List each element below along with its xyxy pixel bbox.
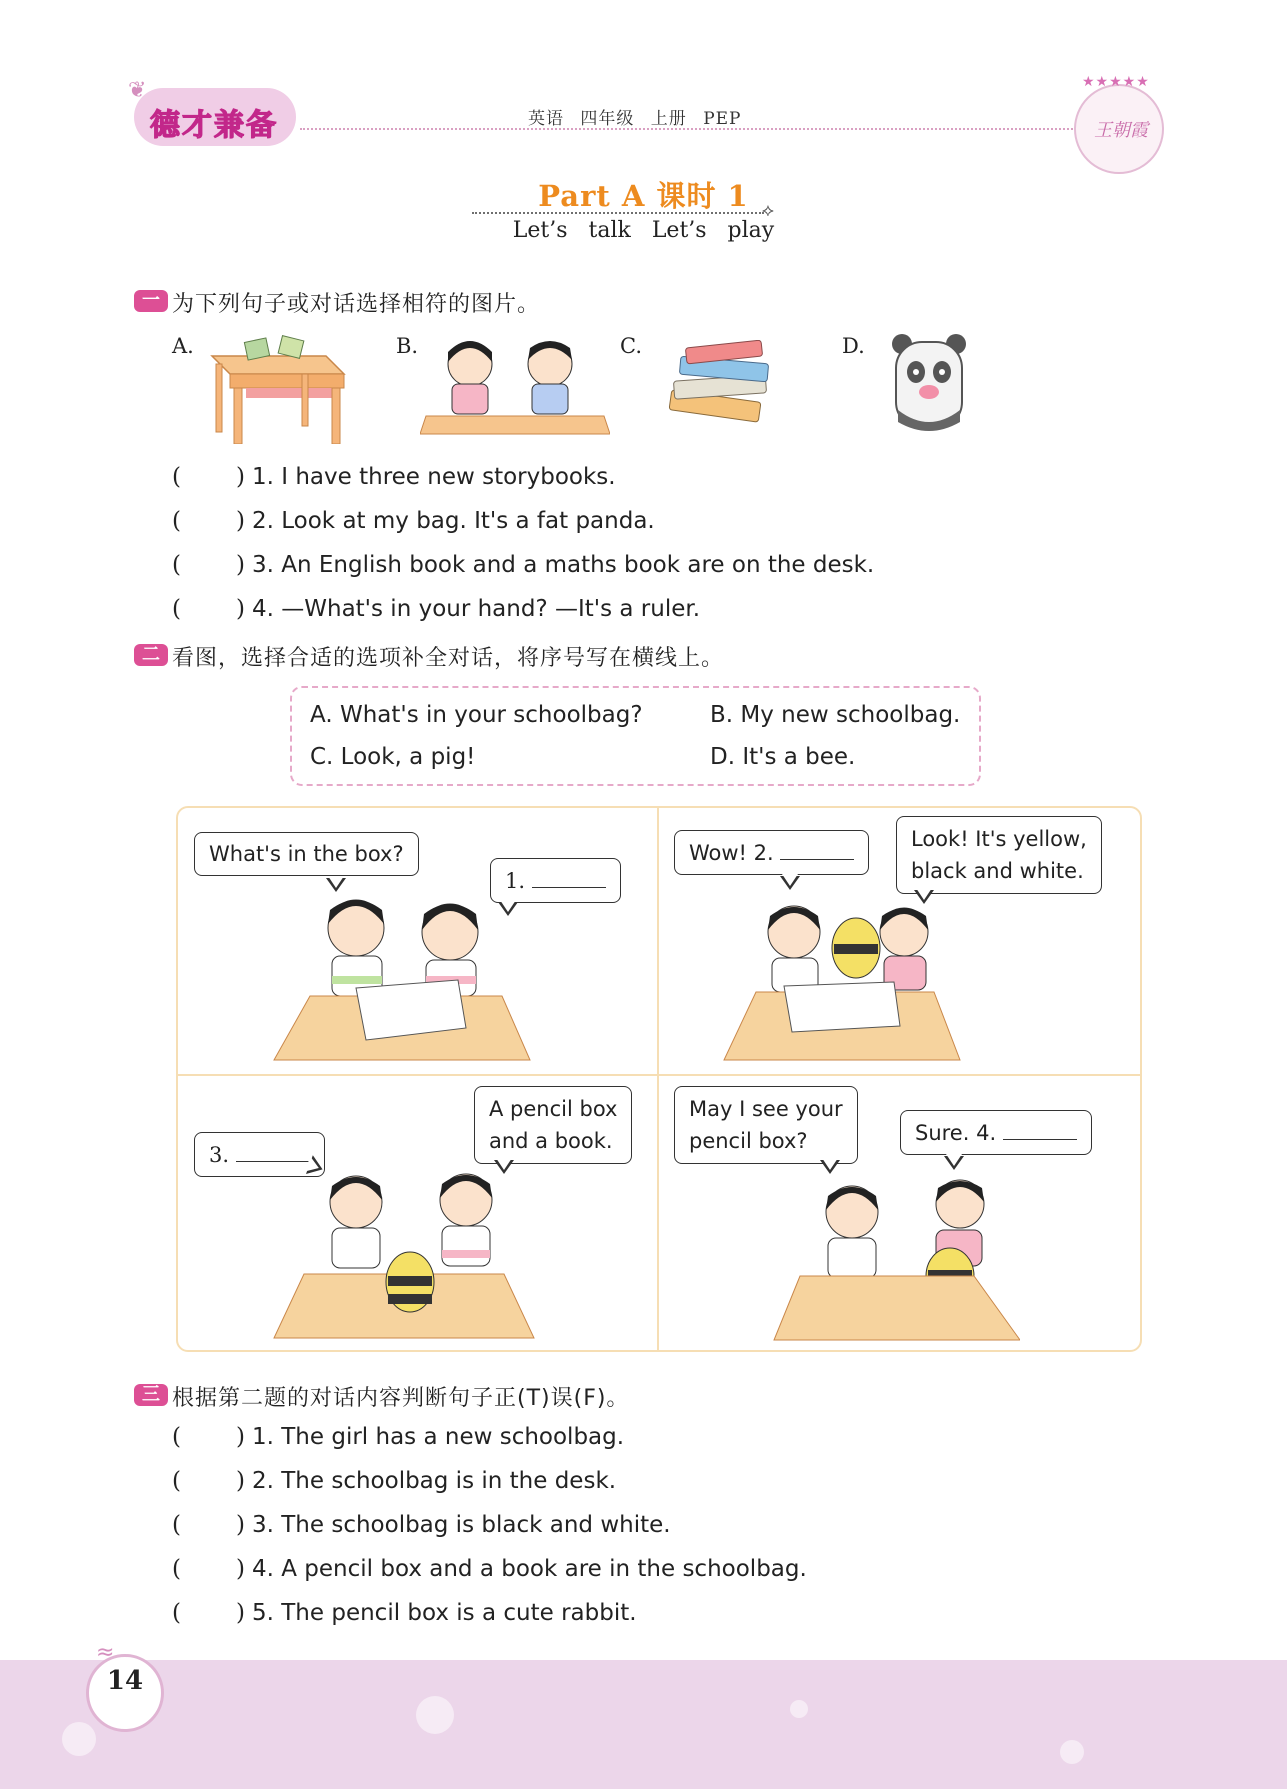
palm-tree-icon: ❦ [128,78,147,103]
options-box [290,686,981,786]
section-marker-2: 二 [134,644,168,666]
speech-bubble: Sure. 4. [900,1110,1092,1155]
section-marker-1: 一 [134,290,168,312]
panel-3-scene-icon [270,1160,540,1340]
picture-letter-b: B. [396,334,419,358]
decor-bubble [62,1722,96,1756]
question-text: 4. —What's in your hand? —It's a ruler. [252,596,701,622]
question-text: 2. Look at my bag. It's a fat panda. [252,508,655,534]
page-title: Part A 课时 1 [538,179,749,213]
question-text: 5. The pencil box is a cute rabbit. [252,1600,637,1626]
page-subtitle: Let’s talk Let’s play [512,218,775,243]
footer-band [0,1660,1287,1789]
panda-bag-icon [890,330,968,434]
option-a: A. What's in your schoolbag? [310,702,643,728]
fish-icon: ⟡ [762,200,774,221]
bubble-tail [780,876,800,890]
answer-blank-1[interactable] [532,865,606,888]
section-marker-3: 三 [134,1384,168,1406]
stack-of-books-icon [666,340,776,426]
speech-bubble: A pencil box and a book. [474,1086,632,1164]
answer-blank-3[interactable] [236,1139,310,1162]
answer-blank-2[interactable] [780,837,854,860]
seal-text: 王朝霞 [1094,120,1148,141]
book-meta: 英语 四年级 上册 PEP [528,109,742,129]
stars-icon: ★★★★★ [1082,74,1150,90]
decor-bubble [1060,1740,1084,1764]
question-text: 3. An English book and a maths book are on the desk. [252,552,875,578]
speech-bubble: 3. [194,1132,325,1177]
bubble-tail [944,1156,964,1170]
speech-bubble: May I see your pencil box? [674,1086,858,1164]
panel-4-scene-icon [770,1172,1020,1342]
picture-letter-d: D. [842,334,865,358]
question-text: 2. The schoolbag is in the desk. [252,1468,617,1494]
bubble-tail [494,1160,514,1174]
speech-bubble: Look! It's yellow, black and white. [896,816,1102,894]
question-text: 1. I have three new storybooks. [252,464,616,490]
answer-blank-4[interactable] [1003,1117,1077,1140]
children-at-desk-icon [420,334,610,438]
dolphin-icon: ≈ [96,1640,115,1665]
section-instruction-2: 看图，选择合适的选项补全对话，将序号写在横线上。 [172,646,725,671]
panel-2-scene-icon [720,890,970,1062]
option-c: C. Look, a pig! [310,744,476,770]
speech-bubble: 1. [490,858,621,903]
speech-bubble: Wow! 2. [674,830,869,875]
question-text: 3. The schoolbag is black and white. [252,1512,671,1538]
bubble-tail [914,890,934,904]
option-d: D. It's a bee. [710,744,856,770]
bubble-tail [326,878,346,892]
bubble-tail [820,1160,840,1174]
picture-letter-a: A. [172,334,194,358]
brand-text: 德才兼备 [150,108,278,143]
section-instruction-1: 为下列句子或对话选择相符的图片。 [172,292,541,317]
comic-divider-horizontal [176,1074,1140,1076]
section-instruction-3: 根据第二题的对话内容判断句子正(T)误(F)。 [172,1386,630,1411]
decor-bubble [416,1696,454,1734]
comic-divider-vertical [657,806,659,1350]
bubble-tail [498,902,518,916]
decor-bubble [790,1700,808,1718]
title-divider [472,212,764,214]
page-number: 14 [106,1666,144,1696]
desk-with-books-icon [206,334,348,444]
speech-bubble: What's in the box? [194,832,419,876]
option-b: B. My new schoolbag. [710,702,961,728]
picture-letter-c: C. [620,334,642,358]
question-text: 4. A pencil box and a book are in the schoolbag. [252,1556,807,1582]
question-text: 1. The girl has a new schoolbag. [252,1424,625,1450]
